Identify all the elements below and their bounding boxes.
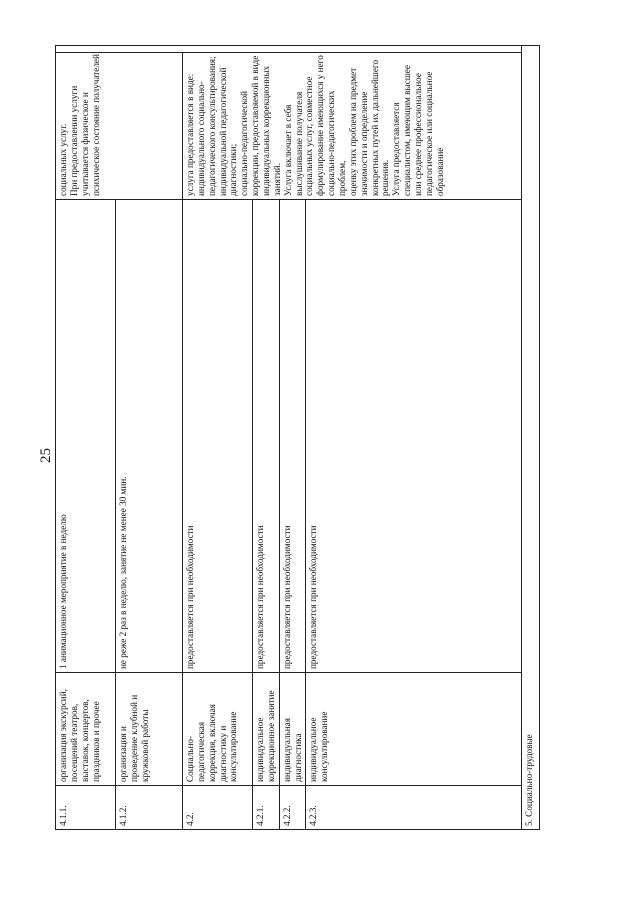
text-line: оценку этих проблем на предмет (347, 67, 358, 196)
text-line: проблем, (337, 160, 348, 196)
text-line: социально-педагогической (239, 91, 250, 196)
text-line: 1 анимационное мероприятие в неделю (58, 514, 68, 669)
row-number: 4.2.2. (279, 786, 306, 830)
text-line: предоставляется при необходимости (185, 525, 195, 669)
text-line: кружковой работы (139, 709, 150, 782)
service-description (56, 53, 183, 200)
text-line: педагогическое или социальное (423, 71, 434, 196)
service-name (279, 673, 306, 786)
row-number: 4.1.1. (56, 786, 116, 830)
text-line: значимости и определение (358, 91, 369, 196)
service-volume (306, 200, 522, 673)
service-volume (279, 200, 306, 673)
text-line: не реже 2 раз в неделю, занятие не менее 30 мин. (118, 476, 128, 669)
text-line: решения. (380, 159, 391, 196)
text-line: занятий. (271, 163, 282, 196)
text-line: коррекционное занятие (265, 690, 276, 782)
text-line: психическое состояние получателей (90, 54, 101, 196)
service-name (306, 673, 522, 786)
text-line: коррекции, предоставляемой в виде (250, 55, 261, 196)
service-name (56, 673, 116, 786)
text-line: индивидуального социально- (195, 81, 206, 196)
service-volume (183, 200, 253, 673)
text-line: услуга предоставляется в виде: (185, 73, 195, 196)
service-name (253, 673, 280, 786)
text-line: диагностика (292, 733, 303, 782)
text-line: Услуга предоставляется (391, 102, 402, 196)
service-name (183, 673, 253, 786)
text-line: организация экскурсий, (58, 689, 68, 782)
text-line: социальных услуг, совместное (304, 76, 315, 196)
text-line: выставок, концертов, (79, 699, 90, 782)
text-line: педагогическая (195, 721, 206, 782)
text-line: праздников и прочее (90, 701, 101, 782)
text-line: индивидуальной педагогической (217, 67, 228, 196)
text-line: Социально- (185, 735, 195, 782)
text-line: учитывается физическое и (79, 92, 90, 196)
text-line: предоставляется при необходимости (281, 525, 292, 669)
text-line: диагностики; (228, 143, 239, 196)
text-line: выслушивание получателя (293, 91, 304, 196)
text-line: индивидуальная (281, 718, 292, 782)
table-row (522, 46, 540, 830)
text-line: проведение клубной и (128, 694, 139, 782)
table-row (56, 46, 116, 830)
text-line: коррекция, включая (206, 704, 217, 782)
text-line: Услуга включает в себя (282, 104, 293, 196)
text-line: индивидуальное (255, 717, 265, 782)
services-table (55, 45, 540, 830)
text-line: педагогического консультирования; (206, 56, 217, 196)
table-row (183, 46, 253, 830)
service-name (116, 673, 183, 786)
row-number: 4.1.2. (116, 786, 183, 830)
text-line: социально-педагогических (326, 90, 337, 196)
text-line: консультирование (319, 711, 330, 782)
text-line: предоставляется при необходимости (308, 525, 319, 669)
service-volume (56, 200, 116, 673)
text-line: конкретных путей их дальнейшего (369, 59, 380, 196)
page-number: 25 (38, 448, 54, 463)
text-line: индивидуальных коррекционных (261, 65, 272, 196)
text-line: организация и (118, 726, 128, 782)
text-line: консультирование (228, 711, 239, 782)
text-line: образование (434, 147, 445, 196)
text-line: индивидуальное (308, 717, 319, 782)
row-number: 4.2.1. (253, 786, 280, 830)
service-volume (253, 200, 280, 673)
row-number: 4.2. (183, 786, 253, 830)
text-line: социальных услуг. (58, 123, 68, 196)
service-volume (116, 200, 183, 673)
text-line: специалистом, имеющим высшее (402, 65, 413, 196)
text-line: формулирование имеющихся у него (315, 55, 326, 196)
text-line: диагностику и (217, 725, 228, 782)
section-heading: 5. Социально-трудовые (522, 46, 540, 830)
row-number: 4.2.3. (306, 786, 522, 830)
text-line: При предоставлении услуги (68, 85, 79, 196)
text-line: посещений театров, (68, 703, 79, 782)
empty-cell (56, 46, 522, 53)
service-description (183, 53, 522, 200)
text-line: или среднее профессиональное (413, 73, 424, 196)
text-line: предоставляется при необходимости (255, 525, 265, 669)
